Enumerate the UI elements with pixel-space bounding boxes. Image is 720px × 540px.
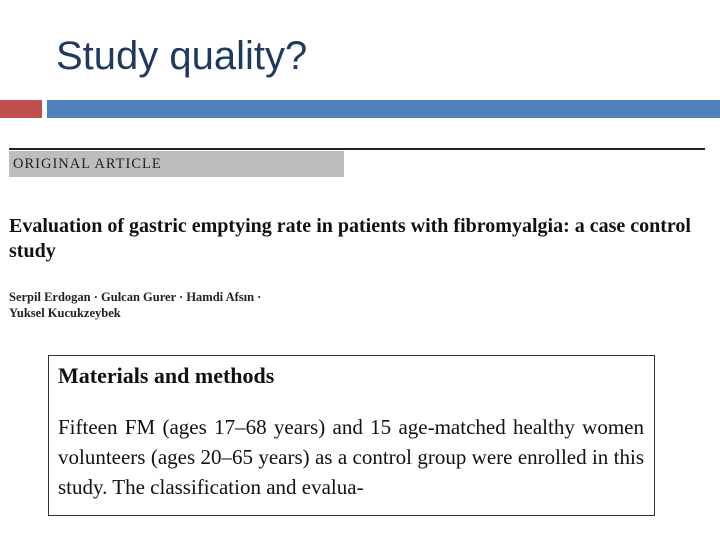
article-title: Evaluation of gastric emptying rate in patients with fibromyalgia: a case control study bbox=[9, 215, 691, 262]
article-authors bbox=[9, 289, 409, 321]
methods-excerpt-box bbox=[48, 355, 655, 516]
methods-text: Fifteen FM (ages 17–68 years) and 15 age-matched healthy women volunteers (ages 20–65 years) as a control group were enrolled in this study. The classification and evalua- bbox=[58, 415, 644, 499]
article-top-rule bbox=[9, 148, 705, 150]
accent-bar-red bbox=[0, 100, 42, 118]
methods-heading: Materials and methods bbox=[58, 363, 275, 388]
article-type-label: ORIGINAL ARTICLE bbox=[9, 151, 344, 177]
authors-line-2: Yuksel Kucukzeybek bbox=[9, 306, 121, 320]
accent-bar-blue bbox=[47, 100, 720, 118]
authors-line-1: Serpil Erdogan · Gulcan Gurer · Hamdi Afsın · bbox=[9, 290, 262, 304]
slide-title: Study quality? bbox=[56, 34, 308, 78]
